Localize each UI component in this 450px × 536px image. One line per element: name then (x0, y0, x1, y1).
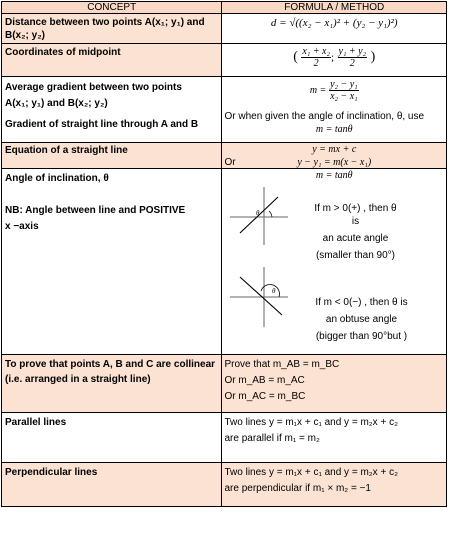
perpendicular-line1: Two lines y = m₁x + c₁ and y = m₂x + c₂ (224, 467, 398, 478)
formula-equation (222, 143, 447, 169)
collinear-line2: Or m_AB = m_AC (224, 375, 305, 386)
obtuse-angle-diagram (226, 265, 302, 329)
concept-distance (2, 14, 222, 44)
collinear-line1: Prove that m_AB = m_BC (224, 359, 340, 370)
concept-distance-line1: Distance between two points A(x₁; y₁) and (5, 17, 205, 28)
gradient-m-label: m = (309, 85, 327, 97)
concept-distance-line2: B(x₂; y₂) (5, 30, 45, 41)
concept-perpendicular-label: Perpendicular lines (5, 467, 98, 478)
formula-inclination (222, 169, 447, 355)
formula-distance (222, 14, 447, 44)
equation-formula1: y = mx + c (312, 144, 357, 155)
header-formula: FORMULA / METHOD (222, 2, 447, 14)
acute-angle-arc (269, 211, 272, 217)
midpoint-x-denominator: 2 (313, 58, 319, 69)
acute-text-line2: an acute angle (322, 233, 389, 244)
formula-midpoint (222, 44, 447, 77)
concept-inclination-label: Angle of inclination, θ (5, 173, 109, 184)
midpoint-x-fraction (301, 46, 331, 69)
concept-equation (2, 143, 222, 169)
formula-parallel (222, 413, 447, 463)
table-row-equation (2, 143, 447, 169)
acute-angle-diagram (226, 185, 302, 247)
gradient-numerator: y₂ − y₁ (330, 79, 358, 90)
concept-equation-label: Equation of a straight line (5, 145, 128, 156)
gradient-fraction (329, 79, 359, 102)
concept-gradient-line1: Average gradient between two points (5, 82, 182, 93)
header-concept: CONCEPT (2, 2, 222, 14)
formula-perpendicular (222, 463, 447, 507)
concept-gradient-line2: A(x₁; y₁) and B(x₂; y₂) (5, 98, 108, 109)
collinear-line3: Or m_AC = m_BC (224, 391, 306, 402)
acute-text-line1: If m > 0(+) , then θ is (314, 203, 397, 227)
table-row-collinear (2, 355, 447, 413)
concept-parallel-label: Parallel lines (5, 417, 67, 428)
acute-theta-label: θ (256, 209, 260, 217)
parallel-line2: are parallel if m₁ = m₂ (224, 433, 320, 444)
gradient-angle-formula: m = tanθ (315, 124, 353, 135)
concept-inclination-nb2: x −axis (5, 221, 39, 232)
perpendicular-line2: are perpendicular if m₁ × m₂ = −1 (224, 483, 371, 494)
inclination-formula: m = tanθ (315, 170, 353, 181)
midpoint-y-denominator: 2 (349, 58, 355, 69)
obtuse-theta-label: θ (272, 287, 276, 295)
equation-formula2: y − y₁ = m(x − x₁) (297, 157, 372, 168)
gradient-denominator: x₂ − x₁ (330, 91, 358, 102)
midpoint-separator: ; (330, 51, 335, 64)
concept-inclination-nb1: NB: Angle between line and POSITIVE (5, 205, 186, 216)
table-row-midpoint (2, 44, 447, 77)
equation-or: Or (224, 157, 236, 168)
distance-formula: d = √((x₂ − x₁)² + (y₂ − y₁)²) (270, 17, 398, 29)
midpoint-y-numerator: y₁ + y₂ (338, 46, 367, 57)
table-row-gradient (2, 77, 447, 143)
midpoint-x-numerator: x₁ + x₂ (302, 46, 330, 57)
concept-perpendicular (2, 463, 222, 507)
parallel-line1: Two lines y = m₁x + c₁ and y = m₂x + c₂ (224, 417, 398, 428)
acute-text-line3: (smaller than 90°) (315, 250, 395, 261)
concept-midpoint-label: Coordinates of midpoint (5, 47, 121, 58)
concept-collinear-line2: (i.e. arranged in a straight line) (5, 374, 151, 385)
formula-collinear (222, 355, 447, 413)
concept-inclination (2, 169, 222, 355)
obtuse-text-line2: an obtuse angle (325, 314, 398, 325)
table-row-perpendicular (2, 463, 447, 507)
gradient-angle-text: Or when given the angle of inclination, θ, use (224, 111, 425, 122)
table-row-inclination (2, 169, 447, 355)
obtuse-text-line1: If m < 0(−) , then θ is (315, 297, 408, 308)
table-row-parallel (2, 413, 447, 463)
concept-collinear (2, 355, 222, 413)
midpoint-y-fraction (338, 46, 368, 69)
concept-gradient (2, 77, 222, 143)
coordinate-geometry-table (1, 1, 447, 507)
midpoint-open-paren: ( (293, 49, 298, 65)
header-row (2, 2, 447, 14)
concept-gradient-line3: Gradient of straight line through A and B (5, 119, 199, 130)
formula-gradient (222, 77, 447, 143)
concept-collinear-line1: To prove that points A, B and C are collinear (5, 359, 216, 370)
obtuse-line (240, 277, 282, 315)
midpoint-close-paren: ) (370, 49, 376, 65)
concept-parallel (2, 413, 222, 463)
obtuse-text-line3: (bigger than 90°but ) (315, 331, 408, 342)
table-row-distance (2, 14, 447, 44)
concept-midpoint (2, 44, 222, 77)
